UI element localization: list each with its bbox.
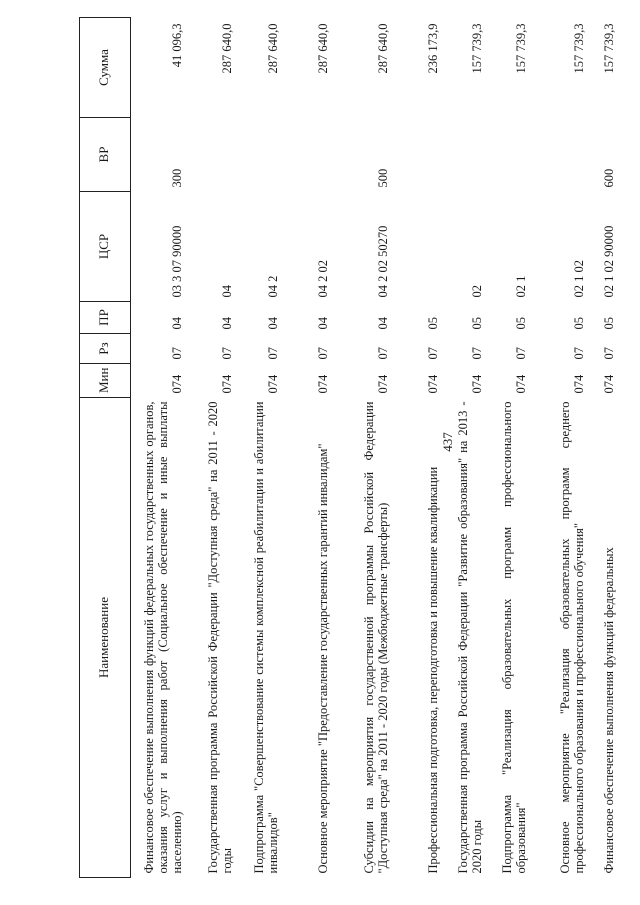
row-name: Государственная программа Российской Федерации "Развитие образования" на 2013 - 2020 годы — [455, 401, 484, 874]
row-csr: 04 2 02 50270 — [375, 225, 390, 298]
row-name: Подпрограмма "Реализация образовательных программ профессионального образования" — [499, 401, 528, 874]
row-min: 074 — [169, 374, 184, 394]
row-pr: 04 — [169, 317, 184, 330]
row-name: Субсидии на мероприятия государственной программы Российской Федерации "Доступная среда" на 2011 - 2020 годы (Межбюджетные трансферты) — [361, 401, 390, 874]
row-rz: 07 — [601, 347, 616, 360]
table-row — [393, 18, 443, 878]
row-sum: 287 640,0 — [375, 23, 390, 74]
row-vr — [237, 118, 283, 192]
row-rz: 07 — [265, 347, 280, 360]
row-min: 074 — [425, 374, 440, 394]
budget-table-wrapper — [79, 18, 623, 878]
row-pr: 04 — [315, 317, 330, 330]
row-rz: 07 — [469, 347, 484, 360]
row-sum: 287 640,0 — [315, 23, 330, 74]
row-name: Основное мероприятие "Предоставление государственных гарантий инвалидам" — [315, 443, 330, 874]
table-header-row — [80, 18, 131, 878]
row-csr: 02 1 02 — [571, 260, 586, 298]
table-row — [333, 18, 393, 878]
row-rz: 07 — [513, 347, 528, 360]
row-vr — [393, 118, 443, 192]
row-vr — [187, 118, 237, 192]
header-rz: Рз — [80, 334, 131, 364]
row-sum: 236 173,9 — [425, 23, 440, 74]
row-pr: 05 — [513, 317, 528, 330]
row-vr: 600 — [601, 168, 616, 188]
row-rz: 07 — [315, 347, 330, 360]
header-csr: ЦСР — [80, 192, 131, 302]
row-min: 074 — [513, 374, 528, 394]
row-rz: 07 — [169, 347, 184, 360]
row-sum: 287 640,0 — [265, 23, 280, 74]
row-vr: 500 — [375, 168, 390, 188]
header-name: Наименование — [80, 398, 131, 878]
row-sum: 41 096,3 — [169, 23, 184, 68]
header-min: Мин — [80, 364, 131, 398]
row-vr — [443, 118, 487, 192]
row-name: Основное мероприятие "Реализация образовательных программ среднего профессионального образования и профессионального обучения" — [557, 401, 586, 874]
row-pr: 04 — [375, 317, 390, 330]
row-name: Финансовое обеспечение выполнения функций федеральных государственных органов, оказания услуг и выполнения работ (Социальное обеспечение и иные выплаты населению) — [141, 401, 184, 874]
row-name: Подпрограмма "Совершенствование системы комплексной реабилитации и абилитации инвалидов" — [251, 401, 280, 874]
row-rz: 07 — [219, 347, 234, 360]
row-pr: 05 — [469, 317, 484, 330]
row-sum: 157 739,3 — [469, 23, 484, 74]
header-pr: ПР — [80, 302, 131, 334]
row-csr: 03 3 07 90000 — [169, 225, 184, 298]
row-pr: 05 — [571, 317, 586, 330]
row-min: 074 — [219, 374, 234, 394]
row-min: 074 — [469, 374, 484, 394]
row-pr: 04 — [219, 317, 234, 330]
row-csr: 04 2 — [265, 275, 280, 298]
row-sum: 157 739,3 — [601, 23, 616, 74]
row-min: 074 — [375, 374, 390, 394]
row-name: Финансовое обеспечение выполнения функций федеральных — [601, 547, 616, 874]
table-row — [487, 18, 531, 878]
page-number: 437 — [440, 432, 455, 452]
table-row — [187, 18, 237, 878]
row-csr: 04 2 02 — [315, 260, 330, 298]
row-pr: 04 — [265, 317, 280, 330]
row-name: Государственная программа Российской Федерации "Доступная среда" на 2011 - 2020 годы — [205, 401, 234, 874]
row-min: 074 — [265, 374, 280, 394]
row-min: 074 — [601, 374, 616, 394]
header-vr: ВР — [80, 118, 131, 192]
row-csr — [393, 192, 443, 302]
row-vr — [283, 118, 333, 192]
row-name: Профессиональная подготовка, переподготовка и повышение квалификации — [425, 466, 440, 874]
row-csr: 04 — [219, 285, 234, 298]
row-sum: 157 739,3 — [571, 23, 586, 74]
header-sum: Сумма — [80, 18, 131, 118]
row-csr: 02 — [469, 285, 484, 298]
row-vr — [487, 118, 531, 192]
table-row — [283, 18, 333, 878]
table-row — [131, 18, 187, 878]
table-row — [589, 18, 619, 878]
row-pr: 05 — [601, 317, 616, 330]
table-row — [237, 18, 283, 878]
row-rz: 07 — [425, 347, 440, 360]
row-vr: 300 — [169, 168, 184, 188]
table-row — [531, 18, 589, 878]
row-pr: 05 — [425, 317, 440, 330]
row-min: 074 — [571, 374, 586, 394]
row-sum: 287 640,0 — [219, 23, 234, 74]
row-csr: 02 1 — [513, 275, 528, 298]
row-rz: 07 — [571, 347, 586, 360]
budget-table — [79, 17, 619, 878]
row-rz: 07 — [375, 347, 390, 360]
table-row — [443, 18, 487, 878]
row-min: 074 — [315, 374, 330, 394]
row-sum: 157 739,3 — [513, 23, 528, 74]
row-csr: 02 1 02 90000 — [601, 225, 616, 298]
row-vr — [531, 118, 589, 192]
